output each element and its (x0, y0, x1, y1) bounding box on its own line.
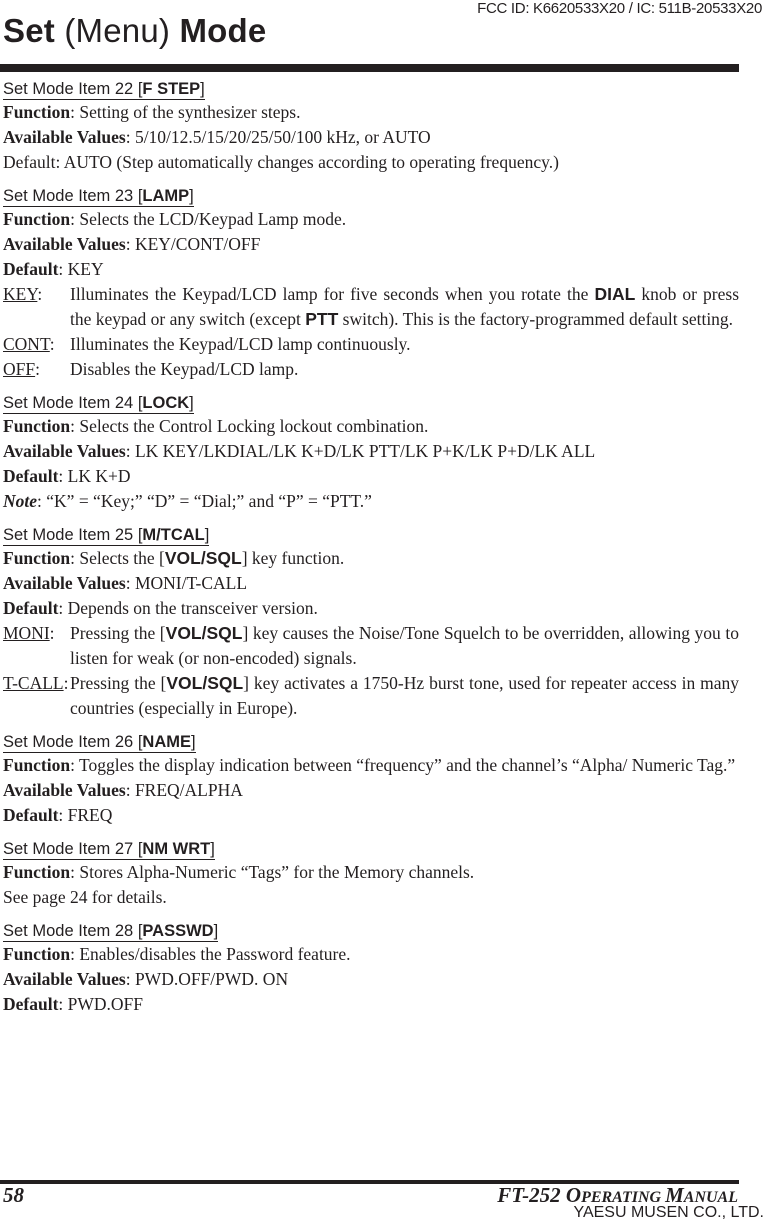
field-label: Available Values (3, 780, 126, 800)
heading-prefix: Set Mode Item 25 [ (3, 526, 143, 544)
heading-item-name: LOCK (142, 394, 190, 412)
option-key: CONT: (3, 334, 55, 354)
key-name: VOL/SQL (166, 673, 244, 693)
field-label: Available Values (3, 969, 126, 989)
section-gap (3, 828, 739, 838)
field-value: : “K” = “Key;” “D” = “Dial;” and “P” = “PTT.” (37, 491, 372, 511)
section-gap (3, 910, 739, 920)
field-value: : LK KEY/LKDIAL/LK K+D/LK PTT/LK P+K/LK P+D/LK ALL (125, 441, 596, 461)
text-line (3, 150, 739, 175)
function-line (3, 546, 739, 571)
description-text: ] key activates a 1750-Hz burst tone, used for repeater access in many countries (especially in Europe). (70, 673, 739, 718)
field-value: : 5/10/12.5/15/20/25/50/100 kHz, or AUTO (125, 127, 431, 147)
field-label: Default (3, 466, 59, 486)
field-value: : Setting of the synthesizer steps. (70, 102, 301, 122)
text-line (3, 257, 739, 282)
heading-item-name: LAMP (142, 187, 190, 205)
page-number: 58 (3, 1183, 24, 1207)
heading-suffix: ] (189, 394, 194, 412)
manual-content (3, 78, 739, 1017)
section-heading (3, 838, 739, 860)
text-line (3, 207, 739, 232)
text-line (3, 778, 739, 803)
heading-prefix: Set Mode Item 26 [ (3, 733, 143, 751)
option-row (3, 332, 739, 357)
section-heading-text (3, 80, 205, 100)
field-label: Function (3, 102, 71, 122)
heading-suffix: ] (204, 526, 210, 544)
option-description (70, 671, 739, 721)
field-value: See page 24 for details. (3, 887, 167, 907)
note-label: Note (3, 491, 38, 511)
title-word-mode: Mode (179, 12, 267, 49)
field-value: : PWD.OFF (58, 994, 144, 1014)
field-value: : FREQ (58, 805, 113, 825)
option-key: KEY: (3, 284, 43, 304)
heading-suffix: ] (213, 922, 219, 940)
field-label: Default (3, 598, 59, 618)
heading-item-name: NM WRT (142, 840, 211, 858)
field-value: : PWD.OFF/PWD. ON (125, 969, 289, 989)
heading-suffix: ] (200, 80, 205, 98)
field-value: : LK K+D (58, 466, 131, 486)
text-line (3, 803, 739, 828)
field-label: Available Values (3, 234, 126, 254)
field-value: : KEY (58, 259, 104, 279)
option-row (3, 671, 739, 721)
text-line (3, 232, 739, 257)
field-label: Available Values (3, 573, 126, 593)
section-heading (3, 185, 739, 207)
section-heading-text (3, 840, 215, 860)
description-text: Pressing the [ (70, 673, 167, 693)
description-text: Pressing the [ (70, 623, 166, 643)
text-line (3, 464, 739, 489)
description-text: knob or press the keypad or any switch (except (70, 284, 740, 329)
option-description (70, 621, 739, 671)
text-line (3, 100, 739, 125)
description-text: Illuminates the Keypad/LCD lamp for five seconds when you rotate the (70, 284, 595, 304)
field-value: : Enables/disables the Password feature. (70, 944, 351, 964)
text-line (3, 942, 739, 967)
text-line (3, 596, 739, 621)
text-line (3, 439, 739, 464)
option-key-name: MONI (3, 623, 50, 643)
section-heading (3, 392, 739, 414)
section-heading-text (3, 526, 209, 546)
field-label: Default (3, 994, 59, 1014)
section-heading-text (3, 733, 196, 753)
text-line (3, 414, 739, 439)
text-line (3, 571, 739, 596)
field-value: : FREQ/ALPHA (125, 780, 243, 800)
field-value: : Selects the LCD/Keypad Lamp mode. (70, 209, 347, 229)
option-description (70, 282, 739, 332)
heading-suffix: ] (210, 840, 215, 858)
text-line (3, 125, 739, 150)
heading-prefix: Set Mode Item 22 [ (3, 80, 143, 98)
text-line (3, 992, 739, 1017)
field-value: : Stores Alpha-Numeric “Tags” for the Memory channels. (70, 862, 475, 882)
field-value: : Depends on the transceiver version. (58, 598, 318, 618)
title-paren-menu: (Menu) (64, 12, 171, 49)
description-text: Illuminates the Keypad/LCD lamp continuously. (70, 334, 411, 354)
option-row (3, 357, 739, 382)
description-text: switch). This is the factory-programmed default setting. (338, 309, 734, 329)
field-label: Function (3, 416, 71, 436)
section-heading (3, 78, 739, 100)
option-key-name: T-CALL (3, 673, 64, 693)
field-label: Function (3, 209, 71, 229)
option-key-name: KEY (3, 284, 38, 304)
section-gap (3, 382, 739, 392)
title-word-set: Set (3, 12, 55, 49)
fcc-id-label: FCC ID: K6620533X20 / IC: 511B-20533X20 (477, 0, 762, 17)
function-prefix: : Selects the [ (70, 548, 165, 568)
field-label: Function (3, 548, 71, 568)
field-label: Function (3, 944, 71, 964)
option-key: MONI: (3, 623, 55, 643)
field-label: Default (3, 259, 59, 279)
field-value: : KEY/CONT/OFF (125, 234, 261, 254)
field-value: : Toggles the display indication between “frequency” and the channel’s “Alpha/ Numeric Tag.” (70, 755, 736, 775)
section-heading (3, 920, 739, 942)
key-name: PTT (305, 309, 339, 329)
text-line (3, 860, 739, 885)
text-line (3, 489, 739, 514)
field-label: Default (3, 805, 59, 825)
option-description (70, 357, 739, 382)
field-value: : MONI/T-CALL (125, 573, 248, 593)
field-label: Available Values (3, 441, 126, 461)
option-row (3, 282, 739, 332)
section-heading (3, 524, 739, 546)
heading-prefix: Set Mode Item 27 [ (3, 840, 143, 858)
description-text: Disables the Keypad/LCD lamp. (70, 359, 299, 379)
field-label: Function (3, 755, 71, 775)
key-name: VOL/SQL (165, 623, 243, 643)
section-gap (3, 514, 739, 524)
option-description (70, 332, 739, 357)
heading-item-name: NAME (142, 733, 191, 751)
title-rule (0, 64, 739, 72)
option-key: OFF: (3, 359, 40, 379)
function-suffix: ] key function. (241, 548, 345, 568)
section-heading-text (3, 922, 218, 942)
field-value: Default: AUTO (Step automatically changes according to operating frequency.) (3, 152, 559, 172)
heading-item-name: PASSWD (142, 922, 214, 940)
section-heading-text (3, 394, 194, 414)
heading-suffix: ] (189, 187, 194, 205)
field-value: : Selects the Control Locking lockout combination. (70, 416, 429, 436)
manual-title: FT-252 OPERATING MANUAL (497, 1183, 738, 1207)
heading-prefix: Set Mode Item 28 [ (3, 922, 143, 940)
field-label: Function (3, 862, 71, 882)
heading-item-name: M/TCAL (142, 526, 205, 544)
key-name: VOL/SQL (164, 548, 242, 568)
company-name: YAESU MUSEN CO., LTD. (573, 1204, 764, 1221)
description-text: ] key causes the Noise/Tone Squelch to be overridden, allowing you to listen for weak (or non-encoded) signals. (70, 623, 739, 668)
heading-prefix: Set Mode Item 23 [ (3, 187, 143, 205)
option-row (3, 621, 739, 671)
heading-item-name: F STEP (142, 80, 201, 98)
field-label: Available Values (3, 127, 126, 147)
option-key: T-CALL: (3, 673, 69, 693)
key-name: DIAL (594, 284, 636, 304)
text-line (3, 967, 739, 992)
section-gap (3, 721, 739, 731)
heading-suffix: ] (191, 733, 196, 751)
text-line (3, 753, 739, 778)
section-gap (3, 175, 739, 185)
option-key-name: OFF (3, 359, 36, 379)
text-line (3, 885, 739, 910)
heading-prefix: Set Mode Item 24 [ (3, 394, 143, 412)
page-title (3, 12, 266, 50)
section-heading (3, 731, 739, 753)
option-key-name: CONT (3, 334, 50, 354)
section-heading-text (3, 187, 194, 207)
